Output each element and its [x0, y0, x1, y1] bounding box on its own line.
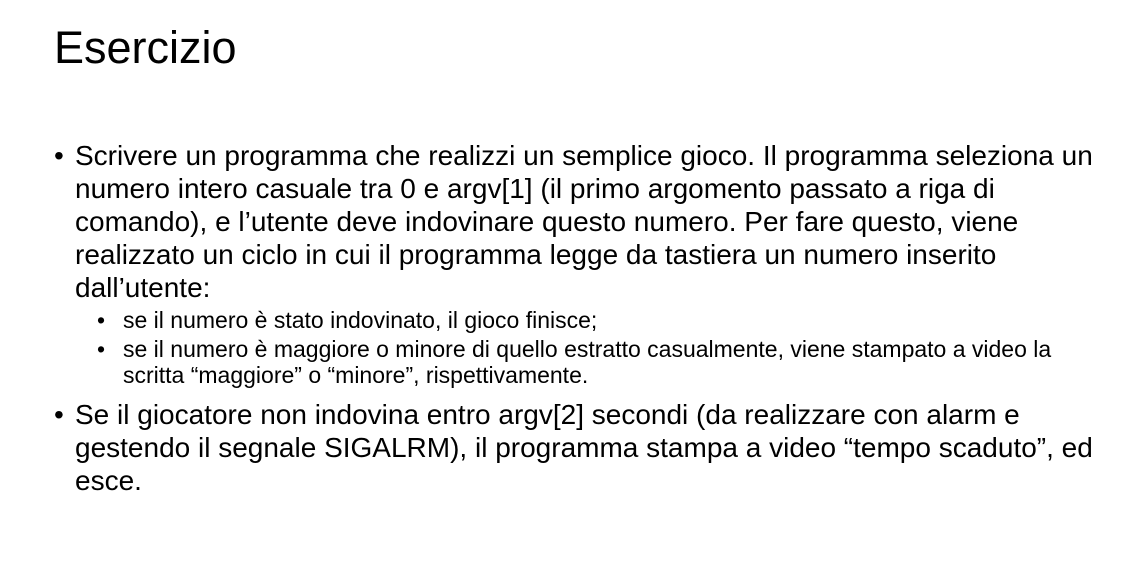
- slide-title: Esercizio: [54, 22, 237, 73]
- sub-bullet-text: se il numero è stato indovinato, il gioco finisce;: [123, 307, 598, 333]
- bullet-item: [54, 398, 1114, 497]
- bullet-item: [54, 139, 1114, 388]
- sub-bullet-text: se il numero è maggiore o minore di quello estratto casualmente, viene stampato a video la scritta “maggiore” o “minore”, rispettivamente.: [123, 336, 1052, 388]
- bullet-dot-icon: •: [54, 399, 64, 430]
- bullet-text: Scrivere un programma che realizzi un semplice gioco. Il programma seleziona un numero intero casuale tra 0 e argv[1] (il primo argomento passato a riga di comando), e l’utente deve indovinare questo numero. Per fare questo, viene realizzato un ciclo in cui il programma legge da tastiera un numero inserito dall’utente:: [75, 140, 1093, 303]
- bullet-text: Se il giocatore non indovina entro argv[2] secondi (da realizzare con alarm e gestendo il segnale SIGALRM), il programma stampa a video “tempo scaduto”, ed esce.: [75, 399, 1093, 496]
- sub-bullet-item: [75, 307, 1114, 333]
- sub-bullet-dot-icon: •: [97, 336, 106, 362]
- sub-bullet-list: [75, 307, 1114, 388]
- sub-bullet-item: [75, 336, 1114, 388]
- bullet-list: [54, 139, 1114, 497]
- bullet-dot-icon: •: [54, 140, 64, 171]
- sub-bullet-dot-icon: •: [97, 307, 106, 333]
